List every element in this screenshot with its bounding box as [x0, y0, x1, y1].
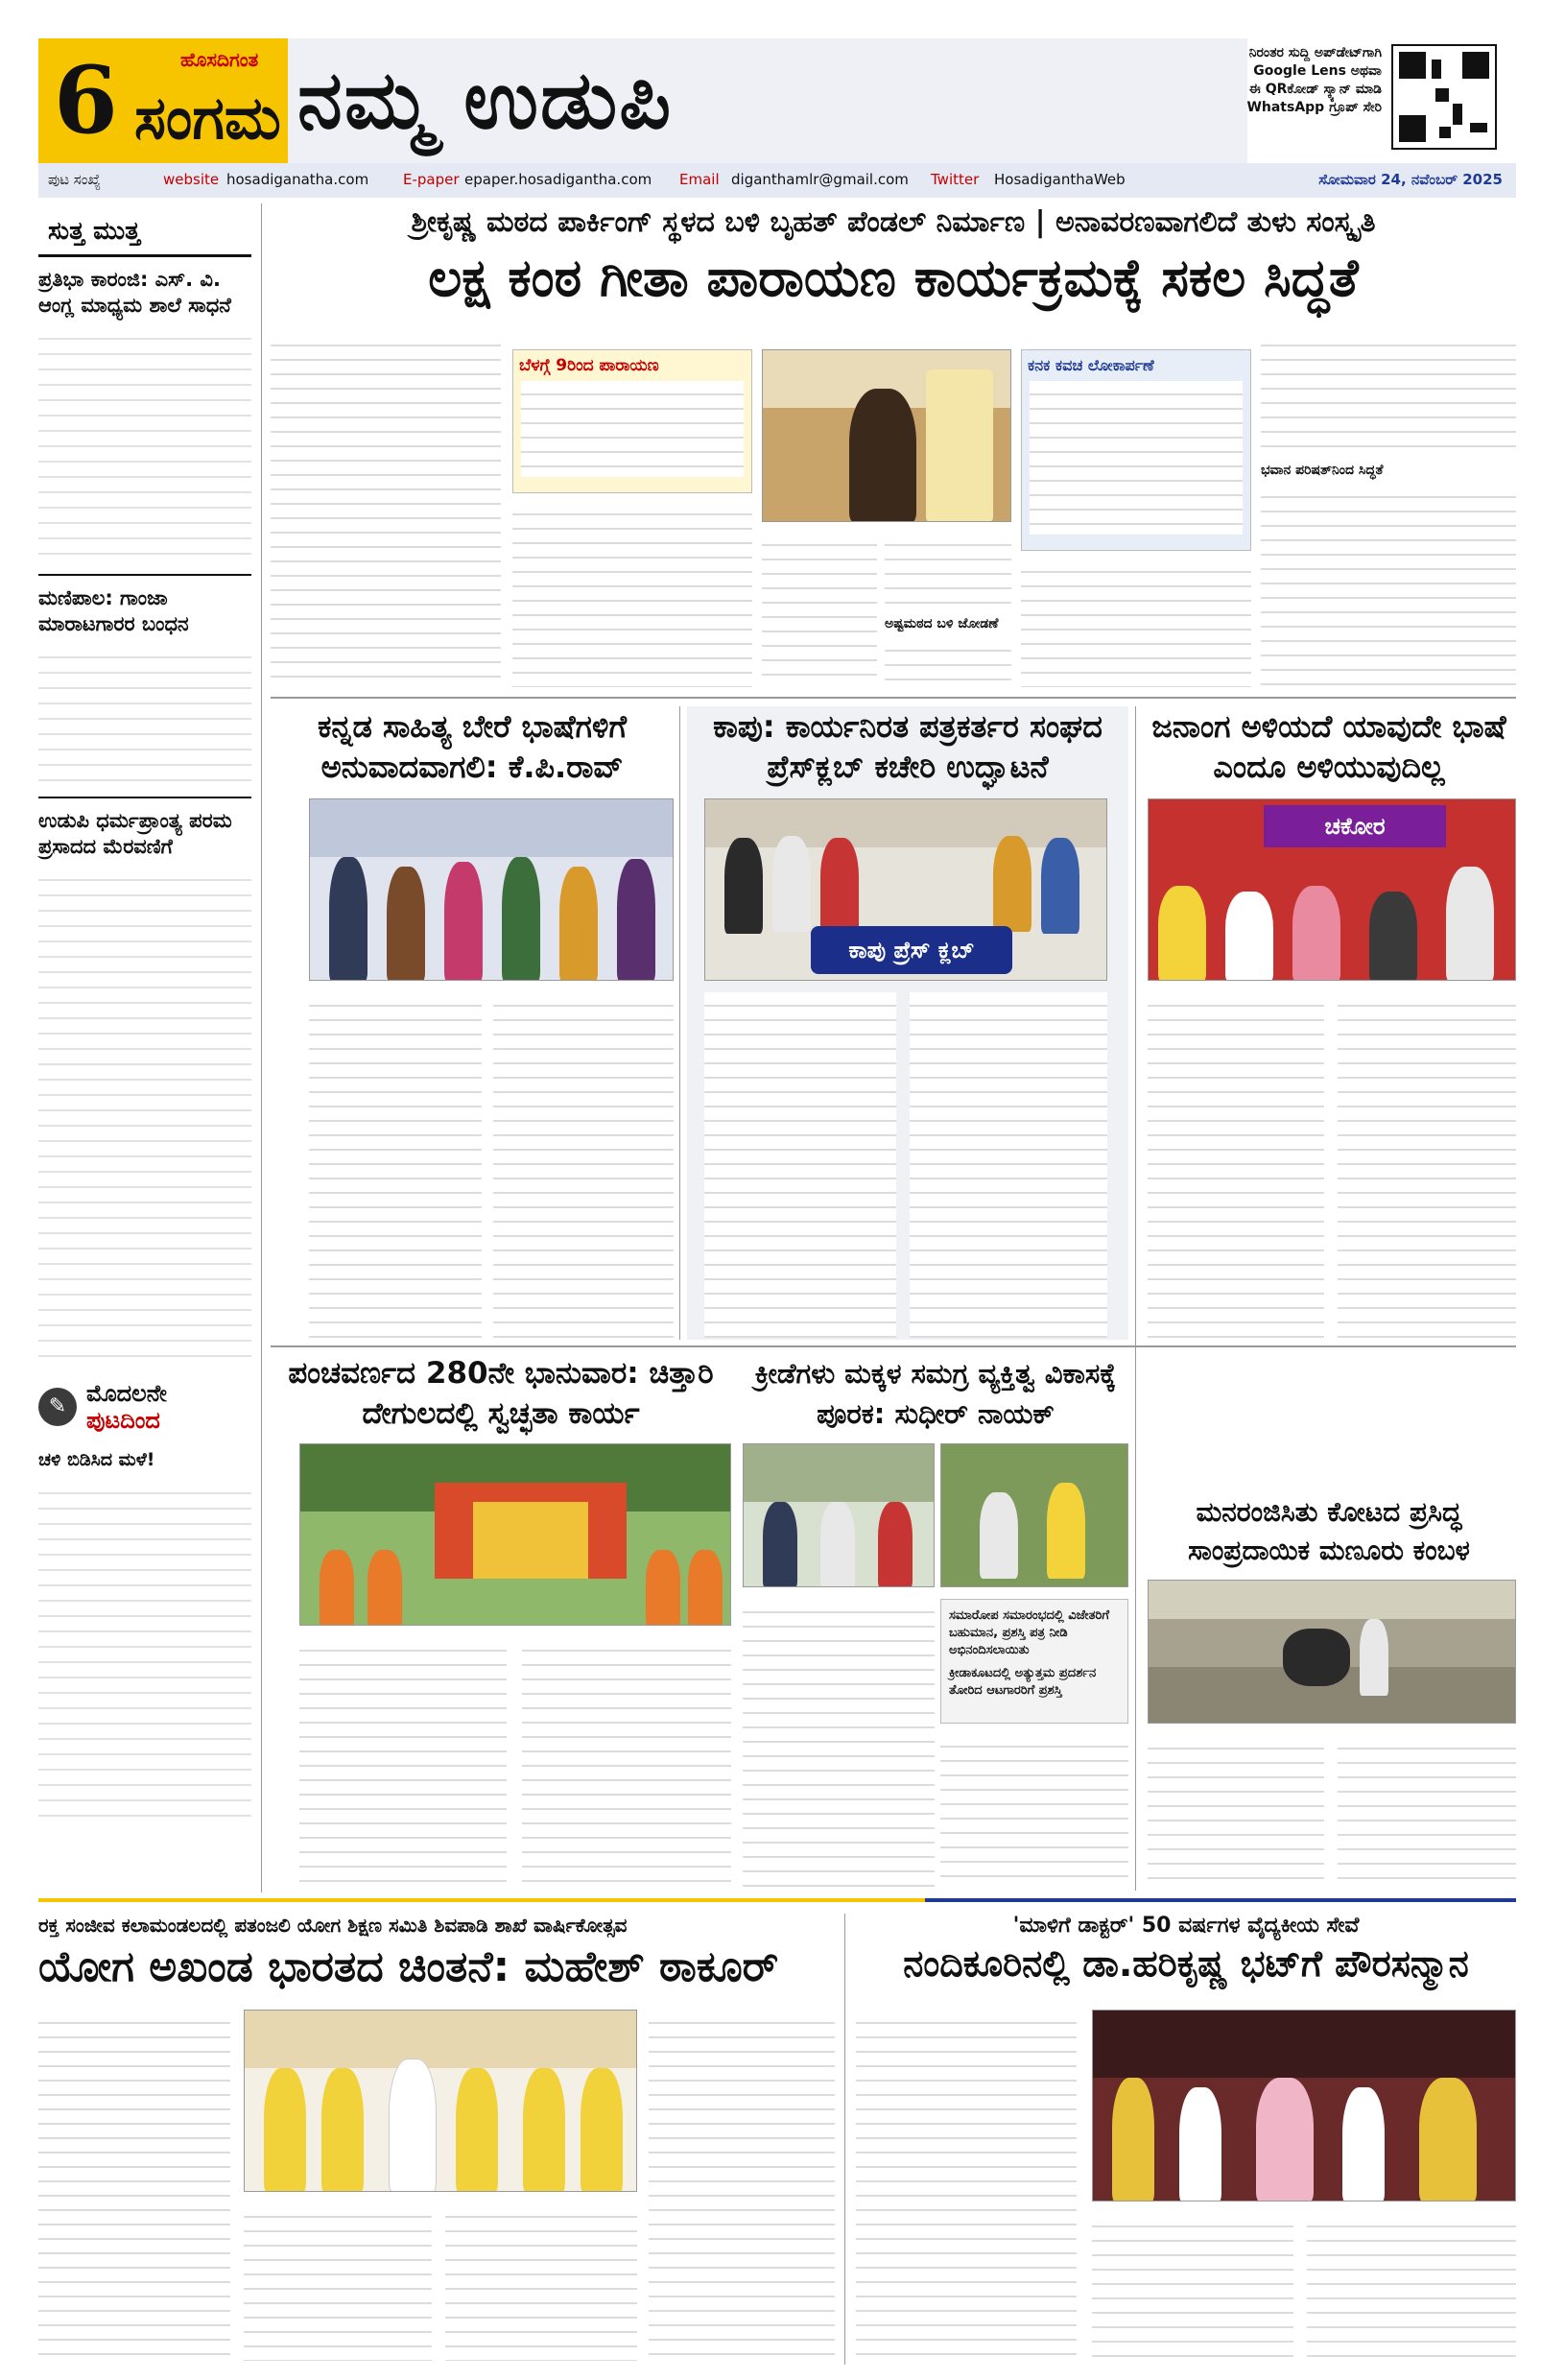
lead-body-col-5	[885, 637, 1011, 687]
divider	[38, 797, 251, 798]
epaper-label: E-paper	[403, 171, 460, 188]
epaper-link[interactable]: epaper.hosadigantha.com	[464, 171, 652, 188]
highlight-1: ಸಮಾರೋಪ ಸಮಾರಂಭದಲ್ಲಿ ವಿಜೇತರಿಗೆ ಬಹುಮಾನ, ಪ್ರಶಸ್ತಿ ಪತ್ರ ನೀಡಿ ಅಭಿನಂದಿಸಲಾಯಿತು	[949, 1608, 1109, 1657]
event-banner: ಚಕೋರ	[1264, 805, 1446, 847]
info-bar	[38, 163, 1516, 198]
story-kambala	[1142, 1493, 1516, 1891]
brief-body-4	[38, 1479, 251, 1824]
story-headline[interactable]: ಮನರಂಜಿಸಿತು ಕೋಟದ ಪ್ರಸಿದ್ಧ ಸಾಂಪ್ರದಾಯಿಕ ಮಣೂರು ಕಂಬಳ	[1188, 1496, 1470, 1566]
section-name: ಸಂಗಮ	[134, 83, 281, 153]
column-rule	[1135, 706, 1136, 1891]
story-photo	[1092, 2010, 1516, 2202]
story-body-col-1	[1148, 1735, 1324, 1889]
lead-info-box-2	[1021, 349, 1251, 551]
continued-label-2: ಪುಟದಿಂದ	[86, 1407, 160, 1434]
story-body-col-1	[1148, 992, 1324, 1338]
story-yoga	[38, 1914, 835, 2365]
twitter-label: Twitter	[931, 171, 980, 188]
website-label: website	[163, 171, 220, 188]
lead-subhead-2: ಭವಾನ ಪರಿಷತ್‌ನಿಂದ ಸಿದ್ಧತೆ	[1261, 463, 1384, 478]
lead-body-col-3	[762, 532, 877, 687]
lead-body-col-8	[1261, 484, 1516, 687]
page-title: ನಮ್ಮ ಉಡುಪಿ	[297, 52, 674, 147]
story-photo	[1148, 1580, 1516, 1724]
section-rule	[271, 697, 1516, 699]
continued-label-1: ಮೊದಲನೇ	[86, 1380, 167, 1407]
story-chittari-temple	[271, 1353, 731, 1891]
story-body-col-3	[1307, 2213, 1516, 2361]
story-headline[interactable]: ನಂದಿಕೂರಿನಲ್ಲಿ ಡಾ.ಹರಿಕೃಷ್ಣ ಭಟ್‌ಗೆ ಪೌರಸನ್ಮಾನ	[903, 1942, 1469, 1985]
email-link[interactable]: diganthamlr@gmail.com	[731, 171, 909, 188]
story-body-col-4	[649, 2010, 835, 2361]
bottom-rule	[38, 1898, 1516, 1902]
info-box-body	[1030, 381, 1243, 535]
press-club-sign: ಕಾಪು ಪ್ರೆಸ್ ಕ್ಲಬ್	[811, 926, 1012, 974]
story-body-col-1	[299, 1637, 507, 1887]
divider	[38, 574, 251, 576]
brief-headline-3[interactable]: ಉಡುಪಿ ಧರ್ಮಪ್ರಾಂತ್ಯ ಪರಮ ಪ್ರಸಾದದ ಮೆರವಣಿಗೆ	[38, 809, 232, 858]
story-body-col-1	[743, 1599, 935, 1887]
lead-body-col-6	[1021, 559, 1251, 687]
story-language	[1142, 706, 1516, 1340]
lead-photo	[762, 349, 1011, 522]
info-box-body	[521, 381, 744, 477]
left-column	[38, 203, 251, 1892]
qr-text-1: ನಿರಂತರ ಸುದ್ದಿ ಅಪ್‌ಡೇಟ್‌ಗಾಗಿ	[1248, 45, 1382, 60]
story-body-col-2	[910, 992, 1107, 1338]
story-body-col-3	[445, 2203, 637, 2361]
front-page-continued	[38, 1380, 251, 1434]
story-headline[interactable]: ಕ್ರೀಡೆಗಳು ಮಕ್ಕಳ ಸಮಗ್ರ ವ್ಯಕ್ತಿತ್ವ ವಿಕಾಸಕ್ಕೆ ಪೂರಕ: ಸುಧೀರ್ ನಾಯಕ್	[754, 1357, 1117, 1430]
column-rule	[679, 706, 680, 1340]
column-title: ಸುತ್ತ ಮುತ್ತ	[38, 203, 251, 257]
brief-headline-4[interactable]: ಚಳಿ ಬಿಡಿಸಿದ ಮಳೆ!	[38, 1449, 155, 1470]
story-doctor-felicitation	[856, 1914, 1516, 2365]
lead-story	[271, 205, 1516, 695]
info-box-title: ಬೆಳಗ್ಗೆ 9ರಿಂದ ಪಾರಾಯಣ	[519, 356, 659, 375]
qr-code-icon[interactable]	[1391, 44, 1497, 150]
story-photo	[299, 1443, 731, 1626]
lead-body-col-4	[885, 532, 1011, 608]
story-body-col-2	[1338, 1735, 1516, 1889]
brief-headline-1[interactable]: ಪ್ರತಿಭಾ ಕಾರಂಜಿ: ಎಸ್. ವಿ. ಆಂಗ್ಲ ಮಾಧ್ಯಮ ಶಾಲೆ ಸಾಧನೆ	[38, 268, 231, 317]
column-rule	[261, 203, 262, 1892]
pages-label: ಪುಟ ಸಂಖ್ಯೆ	[48, 171, 101, 188]
story-photo	[244, 2010, 637, 2192]
lead-body-col-1	[271, 332, 501, 687]
masthead	[38, 38, 1516, 163]
story-photo	[309, 798, 674, 981]
twitter-link[interactable]: HosadiganthaWeb	[994, 171, 1126, 188]
story-kannada-translation	[271, 706, 674, 1340]
story-kicker: ರಕ್ತ ಸಂಜೀವ ಕಲಾಮಂಡಲದಲ್ಲಿ ಪತಂಜಲಿ ಯೋಗ ಶಿಕ್ಷಣ ಸಮಿತಿ ಶಿವಪಾಡಿ ಶಾಖೆ ವಾರ್ಷಿಕೋತ್ಸವ	[38, 1914, 628, 1937]
story-body-col-2	[940, 1733, 1128, 1887]
section-rule	[271, 1345, 1516, 1347]
story-body-col-1	[309, 992, 482, 1338]
lead-headline[interactable]: ಲಕ್ಷ ಕಂಠ ಗೀತಾ ಪಾರಾಯಣ ಕಾರ್ಯಕ್ರಮಕ್ಕೆ ಸಕಲ ಸಿದ್ಧತೆ	[428, 248, 1359, 308]
qr-promo	[1132, 44, 1382, 117]
story-body-col-1	[38, 2010, 230, 2361]
story-photo	[704, 798, 1107, 981]
story-photo-1	[743, 1443, 935, 1587]
lead-body-col-7	[1261, 332, 1516, 457]
story-photo-2	[940, 1443, 1128, 1587]
issue-date: ಸೋಮವಾರ 24, ನವೆಂಬರ್ 2025	[1318, 171, 1503, 188]
story-body-col-2	[1338, 992, 1516, 1338]
email-label: Email	[679, 171, 720, 188]
page-number: 6	[54, 46, 118, 155]
highlight-2: ಕ್ರೀಡಾಕೂಟದಲ್ಲಿ ಅತ್ಯುತ್ತಮ ಪ್ರದರ್ಶನ ತೋರಿದ ಆಟಗಾರರಿಗೆ ಪ್ರಶಸ್ತಿ	[949, 1666, 1097, 1698]
story-body-col-2	[1092, 2213, 1293, 2361]
story-body-col-1	[856, 2010, 1077, 2361]
brief-body-3	[38, 866, 251, 1365]
story-headline[interactable]: ಯೋಗ ಅಖಂಡ ಭಾರತದ ಚಿಂತನೆ: ಮಹೇಶ್ ಠಾಕೂರ್	[38, 1942, 779, 1991]
qr-text-4: WhatsApp ಗ್ರೂಪ್ ಸೇರಿ	[1246, 100, 1382, 115]
story-sports	[743, 1353, 1128, 1891]
story-kicker: 'ಮಾಳಿಗೆ ಡಾಕ್ಟರ್' 50 ವರ್ಷಗಳ ವೈದ್ಯಕೀಯ ಸೇವೆ	[1012, 1914, 1360, 1938]
story-body-col-1	[704, 992, 896, 1338]
story-headline[interactable]: ಕನ್ನಡ ಸಾಹಿತ್ಯ ಬೇರೆ ಭಾಷೆಗಳಿಗೆ ಅನುವಾದವಾಗಲಿ: ಕೆ.ಪಿ.ರಾವ್	[317, 708, 628, 785]
qr-text-2: Google Lens ಅಥವಾ	[1253, 63, 1382, 79]
column-rule	[844, 1914, 845, 2365]
lead-info-box-1	[512, 349, 752, 493]
brief-body-1	[38, 324, 251, 564]
section-block	[38, 38, 288, 163]
brief-headline-2[interactable]: ಮಣಿಪಾಲ: ಗಾಂಜಾ ಮಾರಾಟಗಾರರ ಬಂಧನ	[38, 586, 189, 635]
lead-body-col-2	[512, 501, 752, 687]
story-headline[interactable]: ಜನಾಂಗ ಅಳಿಯದೆ ಯಾವುದೇ ಭಾಷೆ ಎಂದೂ ಅಳಿಯುವುದಿಲ್ಲ	[1151, 708, 1506, 785]
brief-body-2	[38, 643, 251, 787]
story-kapu-pressclub	[687, 706, 1128, 1340]
story-body-col-2	[244, 2203, 432, 2361]
story-body-col-2	[522, 1637, 731, 1887]
lead-kicker: ಶ್ರೀಕೃಷ್ಣ ಮಠದ ಪಾರ್ಕಿಂಗ್ ಸ್ಥಳದ ಬಳಿ ಬೃಹತ್ ಪೆಂಡಲ್ ನಿರ್ಮಾಣ | ಅನಾವರಣವಾಗಲಿದೆ ತುಳು ಸಂಸ್ಕೃತಿ	[411, 205, 1376, 239]
story-highlights	[940, 1599, 1128, 1724]
lead-subhead: ಅಷ್ಟಮಠದ ಬಳಿ ಜೋಡಣೆ	[885, 616, 999, 631]
story-body-col-2	[493, 992, 674, 1338]
pencil-icon: ✎	[38, 1388, 77, 1426]
qr-text-3: ಈ QRಕೋಡ್ ಸ್ಕ್ಯಾನ್ ಮಾಡಿ	[1248, 82, 1382, 97]
website-link[interactable]: hosadiganatha.com	[226, 171, 369, 188]
story-headline[interactable]: ಕಾಪು: ಕಾರ್ಯನಿರತ ಪತ್ರಕರ್ತರ ಸಂಘದ ಪ್ರೆಸ್‌ಕ್ಲಬ್ ಕಚೇರಿ ಉದ್ಘಾಟನೆ	[713, 708, 1102, 785]
story-headline[interactable]: ಪಂಚವರ್ಣದ 280ನೇ ಭಾನುವಾರ: ಚಿತ್ತಾರಿ ದೇಗುಲದಲ್ಲಿ ಸ್ವಚ್ಛತಾ ಕಾರ್ಯ	[288, 1356, 714, 1431]
info-box-title: ಕನಕ ಕವಚ ಲೋಕಾರ್ಪಣೆ	[1028, 356, 1154, 374]
story-photo	[1148, 798, 1516, 981]
brand-name: ಹೊಸದಿಗಂತ	[180, 48, 259, 71]
